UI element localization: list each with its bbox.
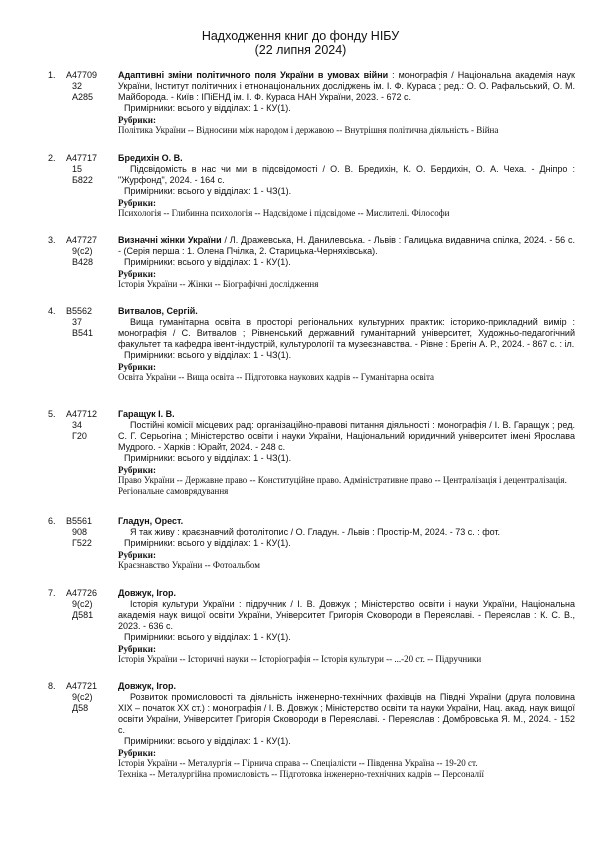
holdings-info: Примірники: всього у відділах: 1 - ЧЗ(1).: [124, 350, 292, 360]
rubric-line: Психологія -- Глибинна психологія -- Надсвідоме і підсвідоме -- Мислителі. Філософи: [118, 208, 450, 218]
shelf-mark: [66, 70, 108, 103]
classification-code: Г20: [72, 431, 87, 441]
rubric-line: Право України -- Державне право -- Конституційне право. Адміністративне право -- Централізація і децентралізація. Регіональне самоврядування: [118, 475, 567, 496]
rubric-line: Історія України -- Жінки -- Біографічні дослідження: [118, 279, 319, 289]
holdings-info: Примірники: всього у відділах: 1 - ЧЗ(1).: [124, 186, 292, 196]
bibliographic-description: [118, 235, 575, 257]
rubrics-label: Рубрики:: [118, 198, 156, 208]
bibliographic-description: [118, 306, 575, 350]
entry-number: 8.: [48, 681, 56, 691]
entry-description: Визначні жінки України / Л. Дражевська, Н. Данилевська. - Львів : Галицька видавнича спілка, 2024. - 56 с. - (Серія перша : 1. Олена Пчілка, 2. Старицька-Черняхівська).: [118, 235, 575, 256]
rubrics-label: Рубрики:: [118, 644, 156, 654]
rubrics-label: Рубрики:: [118, 748, 156, 758]
page-title-date: (22 липня 2024): [254, 43, 347, 57]
rubric-line: Політика України -- Відносини між народом і державою -- Внутрішня політична діяльність - Війна: [118, 125, 499, 135]
classification-code: 34: [72, 420, 83, 430]
holdings-info: Примірники: всього у відділах: 1 - КУ(1).: [124, 538, 291, 548]
classification-code: 32: [72, 81, 83, 91]
classification-code: 9(с2): [72, 599, 93, 609]
entry-number: 3.: [48, 235, 56, 245]
entry-description: Розвиток промисловості та діяльність інженерно-технічних фахівців на Півдні України (друга половина XIX – початок XX ст.) : монографія / І. В. Довжук ; Міністерство освіти та науки України, Нац. акад. наук вищої освіти України, Університет Григорія Сковороди в Переяславі. - Переяслав : Домбровська Я. М., 2024. - 152 с.: [118, 692, 575, 735]
classification-code: Д58: [72, 703, 89, 713]
holdings-info: Примірники: всього у відділах: 1 - КУ(1).: [124, 632, 291, 642]
entry-number: 6.: [48, 516, 56, 526]
classification-code: 37: [72, 317, 83, 327]
entry-number: 4.: [48, 306, 56, 316]
shelf-mark: [66, 516, 108, 549]
entry-body: [118, 409, 575, 497]
entry-body: [118, 70, 575, 136]
classification-code: В428: [72, 257, 94, 267]
rubric-line: Історія України -- Історичні науки -- Історіографія -- Історія культури -- ...-20 ст. -- Підручники: [118, 654, 482, 664]
entry-author: Гладун, Орест.: [118, 516, 184, 526]
entry-author: Гаращук І. В.: [118, 409, 175, 419]
entry-title: Адаптивні зміни політичного поля України в умовах війни: [118, 70, 389, 80]
bibliographic-description: [118, 516, 575, 538]
rubrics-label: Рубрики:: [118, 465, 156, 475]
holdings-info: Примірники: всього у відділах: 1 - ЧЗ(1).: [124, 453, 292, 463]
shelf-mark: [66, 306, 108, 339]
inventory-number: А47721: [66, 681, 98, 691]
inventory-number: А47727: [66, 235, 98, 245]
rubric-line: Техніка -- Металургійна промисловість -- Підготовка інженерно-технічних кадрів -- Персоналії: [118, 769, 485, 779]
inventory-number: А47717: [66, 153, 98, 163]
rubric-line: Краєзнавство України -- Фотоальбом: [118, 560, 260, 570]
inventory-number: А47726: [66, 588, 98, 598]
entry-body: [118, 516, 575, 571]
entry-body: [118, 235, 575, 290]
shelf-mark: [66, 681, 108, 714]
entry-author: Витвалов, Сергій.: [118, 306, 198, 316]
bibliographic-description: [118, 681, 575, 736]
classification-code: Б822: [72, 175, 93, 185]
entry-description: Я так живу : краєзнавчий фотолітопис / О. Гладун. - Львів : Простір-М, 2024. - 73 с. : фот.: [130, 527, 501, 537]
classification-code: 15: [72, 164, 83, 174]
rubrics-label: Рубрики:: [118, 269, 156, 279]
entry-author: Довжук, Ігор.: [118, 681, 176, 691]
entry-body: [118, 153, 575, 219]
entry-body: [118, 681, 575, 780]
entry-number: 2.: [48, 153, 56, 163]
rubric-line: Освіта України -- Вища освіта -- Підготовка наукових кадрів -- Гуманітарна освіта: [118, 372, 435, 382]
bibliographic-description: [118, 409, 575, 453]
rubric-line: Історія України -- Металургія -- Гірнича справа -- Спеціалісти -- Південна Україна -- 19-20 ст.: [118, 758, 478, 768]
bibliographic-description: [118, 588, 575, 632]
entry-number: 1.: [48, 70, 56, 80]
inventory-number: В5562: [66, 306, 93, 316]
entry-description: Вища гуманітарна освіта в просторі регіональних культурних практик: історико-прикладний вимір : монографія / С. Витвалов ; Рівненський державний гуманітарний університет, Художньо-педагогічний факультет та кафедра івент-індустрій, культурології та музеєзнавства. - Рівне : Брегін А. Р., 2024. - 867 с. : іл.: [118, 317, 575, 349]
classification-code: Д581: [72, 610, 94, 620]
shelf-mark: [66, 588, 108, 621]
entry-title: Визначні жінки України: [118, 235, 222, 245]
entry-description: Підсвідомість в нас чи ми в підсвідомості / О. В. Бредихін, К. О. Бердихін, О. А. Чеха. - Дніпро : "Журфонд", 2024. - 164 с.: [118, 164, 575, 185]
bibliographic-description: [118, 70, 575, 103]
shelf-mark: [66, 235, 108, 268]
classification-code: Г522: [72, 538, 92, 548]
entry-number: 5.: [48, 409, 56, 419]
rubrics-label: Рубрики:: [118, 115, 156, 125]
holdings-info: Примірники: всього у відділах: 1 - КУ(1).: [124, 736, 291, 746]
classification-code: В541: [72, 328, 94, 338]
classification-code: А285: [72, 92, 94, 102]
classification-code: 908: [72, 527, 88, 537]
classification-code: 9(с2): [72, 692, 93, 702]
inventory-number: В5561: [66, 516, 93, 526]
holdings-info: Примірники: всього у відділах: 1 - КУ(1).: [124, 257, 291, 267]
inventory-number: А47709: [66, 70, 98, 80]
holdings-info: Примірники: всього у відділах: 1 - КУ(1).: [124, 103, 291, 113]
entry-description: Адаптивні зміни політичного поля України в умовах війни : монографія / Національна академія наук України, Інститут політичних і етнонаціональних досліджень ім. І. Ф. Кураса ; ред.: О. О. Рафальський, О. М. Майборода. - Київ : ІПіЕНД ім. І. Ф. Кураса НАН України, 2023. - 672 с.: [118, 70, 575, 102]
classification-code: 9(с2): [72, 246, 93, 256]
shelf-mark: [66, 153, 108, 186]
bibliographic-description: [118, 153, 575, 186]
entry-author: Бредихін О. В.: [118, 153, 183, 163]
rubrics-label: Рубрики:: [118, 550, 156, 560]
shelf-mark: [66, 409, 108, 442]
rubrics-label: Рубрики:: [118, 362, 156, 372]
entry-author: Довжук, Ігор.: [118, 588, 176, 598]
entry-body: [118, 306, 575, 383]
page-title: [0, 29, 601, 57]
entry-body: [118, 588, 575, 665]
inventory-number: А47712: [66, 409, 98, 419]
entry-description: Постійні комісії місцевих рад: організаційно-правові питання діяльності : монографія / І. В. Гаращук ; ред. С. Г. Серьогіна ; Міністерство освіти і науки України, Національний юридичний університет імені Ярослава Мудрого. - Харків : Юрайт, 2024. - 248 с.: [118, 420, 575, 452]
entry-number: 7.: [48, 588, 56, 598]
entry-description: Історія культури України : підручник / І. В. Довжук ; Міністерство освіти і науки України, Національна академія наук вищої освіти України, Університет Григорія Сковороди в Переяславі. - Переяслав : К. С. В., 2023. - 636 с.: [118, 599, 575, 631]
page-title-line-1: Надходження книг до фонду НІБУ: [201, 29, 400, 43]
